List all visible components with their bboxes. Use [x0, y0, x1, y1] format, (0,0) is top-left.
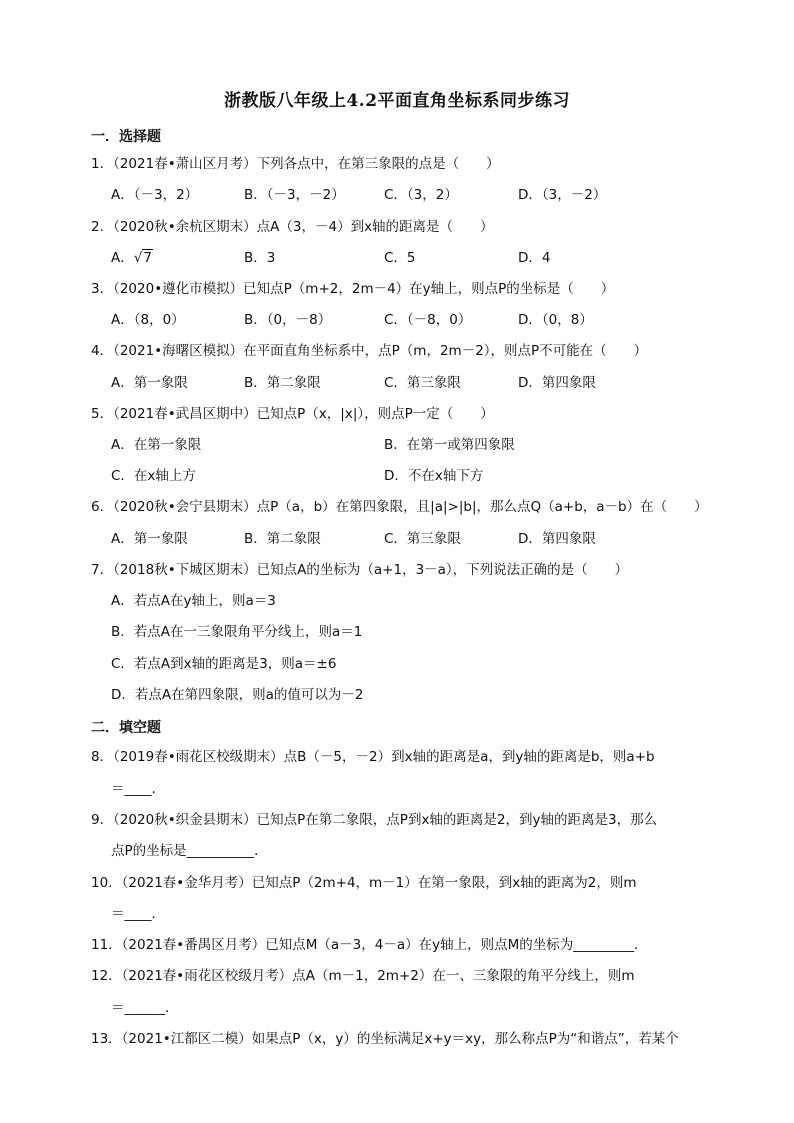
q4-option-c: C．第三象限 [384, 375, 461, 391]
q5-option-a: A．在第一象限 [111, 437, 202, 453]
question-1: 1．（2021春•萧山区月考）下列各点中，在第三象限的点是（ ） [91, 156, 500, 172]
q5-option-d: D．不在x轴下方 [384, 468, 484, 484]
q7-option-a: A．若点A在y轴上，则a＝3 [111, 593, 276, 609]
q6-option-d: D．第四象限 [518, 531, 596, 547]
section-heading-choice: 一．选择题 [91, 129, 161, 145]
q1-option-a: A．（－3，2） [111, 187, 199, 203]
q2-option-a [111, 249, 153, 267]
q3-option-c: C．（－8，0） [384, 312, 472, 328]
q6-option-a: A．第一象限 [111, 531, 188, 547]
q7-option-d: D．若点A在第四象限，则a的值可以为－2 [111, 687, 364, 703]
q4-option-a: A．第一象限 [111, 375, 188, 391]
question-12: 12．（2021春•雨花区校级月考）点A（m－1，2m+2）在一、三象限的角平分线上，则m [91, 968, 635, 984]
q1-option-c: C．（3，2） [384, 187, 458, 203]
q2-option-d: D．4 [518, 250, 551, 266]
q4-option-b: B．第二象限 [244, 375, 321, 391]
question-2: 2．（2020秋•余杭区期末）点A（3，－4）到x轴的距离是（ ） [91, 219, 494, 235]
question-6: 6．（2020秋•会宁县期末）点P（a，b）在第四象限，且|a|>|b|，那么点Q（a+b，a－b）在（ ） [91, 499, 708, 515]
question-8: 8．（2019春•雨花区校级期末）点B（－5，－2）到x轴的距离是a，到y轴的距离是b，则a+b [91, 749, 655, 765]
section-heading-fill: 二．填空题 [91, 720, 161, 736]
question-10: 10．（2021春•金华月考）已知点P（2m+4，m－1）在第一象限，到x轴的距离为2，则m [91, 875, 637, 891]
q7-option-c: C．若点A到x轴的距离是3，则a＝±6 [111, 656, 337, 672]
q3-option-a: A．（8，0） [111, 312, 185, 328]
question-10-continued: ＝____． [111, 906, 165, 922]
question-8-continued: ＝____． [111, 781, 165, 797]
question-9-continued: 点P的坐标是__________． [111, 843, 268, 859]
page-title: 浙教版八年级上4.2平面直角坐标系同步练习 [223, 91, 571, 111]
q6-option-b: B．第二象限 [244, 531, 321, 547]
q5-option-c: C．在x轴上方 [111, 468, 196, 484]
question-5: 5．（2021春•武昌区期中）已知点P（x，|x|），则点P一定（ ） [91, 406, 494, 422]
q3-option-d: D．（0，8） [518, 312, 593, 328]
q3-option-b: B．（0，－8） [244, 312, 332, 328]
question-13: 13．（2021•江都区二模）如果点P（x，y）的坐标满足x+y＝xy，那么称点P为“和谐点”，若某个 [91, 1031, 679, 1047]
q2-option-b: B．3 [244, 250, 276, 266]
sqrt-symbol: √7 [133, 250, 152, 266]
q6-option-c: C．第三象限 [384, 531, 461, 547]
question-7: 7．（2018秋•下城区期末）已知点A的坐标为（a+1，3－a），下列说法正确的是（ ） [91, 562, 629, 578]
q1-option-b: B．（－3，－2） [244, 187, 345, 203]
question-4: 4．（2021•海曙区模拟）在平面直角坐标系中，点P（m，2m－2），则点P不可能在（ ） [91, 343, 648, 359]
question-11: 11．（2021春•番禺区月考）已知点M（a－3，4－a）在y轴上，则点M的坐标为_________． [91, 937, 648, 953]
sqrt-radicand: 7 [143, 250, 152, 266]
q1-option-d: D．（3，－2） [518, 187, 607, 203]
q2-option-c: C．5 [384, 250, 416, 266]
q5-option-b: B．在第一或第四象限 [384, 437, 515, 453]
q2-option-a-prefix: A． [111, 250, 134, 266]
q4-option-d: D．第四象限 [518, 375, 596, 391]
q7-option-b: B．若点A在一三象限角平分线上，则a＝1 [111, 624, 363, 640]
question-3: 3．（2020•遵化市模拟）已知点P（m+2，2m－4）在y轴上，则点P的坐标是（ ） [91, 281, 615, 297]
question-9: 9．（2020秋•织金县期末）已知点P在第二象限，点P到x轴的距离是2，到y轴的距离是3，那么 [91, 812, 658, 828]
question-12-continued: ＝______． [111, 1000, 179, 1016]
